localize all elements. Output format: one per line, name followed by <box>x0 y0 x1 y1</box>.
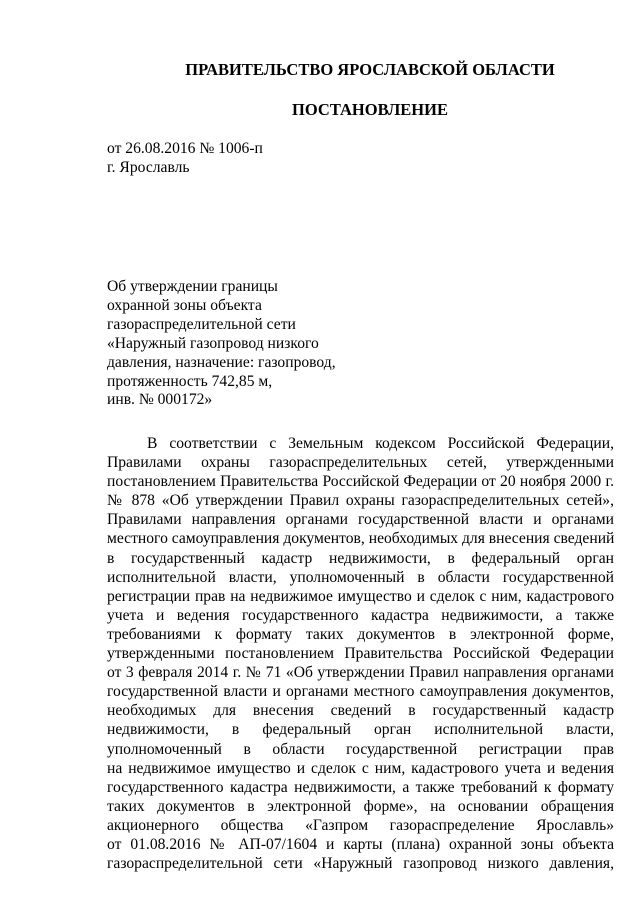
body-line: требованиями к формату таких документов в электронной форме, <box>107 625 614 643</box>
body-line: таких документов в электронной форме», на основании обращения <box>107 797 614 815</box>
city: г. Ярославль <box>107 159 190 176</box>
body-line: на недвижимое имущество и сделок с ним, кадастрового учета и ведения <box>107 759 614 777</box>
body-line: необходимых для внесения сведений в государственный кадастр <box>107 702 614 720</box>
subject-line: «Наружный газопровод низкого <box>107 334 319 352</box>
subject-line: газораспределительной сети <box>107 315 296 333</box>
body-line: уполномоченный в области государственной регистрации прав <box>107 740 614 758</box>
body-line: утвержденными постановлением Правительства Российской Федерации <box>107 645 614 663</box>
body-line: Правилами охраны газораспределительных сетей, утвержденными <box>107 454 614 472</box>
body-line: Правилами направления органами государственной власти и органами <box>107 511 614 529</box>
body-line: государственной власти и органами местного самоуправления документов, <box>107 683 614 701</box>
document-type: ПОСТАНОВЛЕНИЕ <box>292 100 448 119</box>
date-number: от 26.08.2016 № 1006-п <box>107 140 263 157</box>
subject-line: давления, назначение: газопровод, <box>107 353 336 371</box>
document-subject <box>107 278 336 410</box>
subject-line: инв. № 000172» <box>107 391 213 409</box>
body-line: исполнительной власти, уполномоченный в области государственной <box>107 568 614 586</box>
body-line: № 878 «Об утверждении Правил охраны газораспределительных сетей», <box>107 492 614 510</box>
body-paragraph <box>107 434 614 873</box>
body-line: В соответствии с Земельным кодексом Российской Федерации, <box>147 435 614 452</box>
body-line: газораспределительной сети «Наружный газопровод низкого давления, <box>107 855 614 873</box>
body-line: регистрации прав на недвижимое имущество и сделок с ним, кадастрового <box>107 587 614 605</box>
body-line: от 3 февраля 2014 г. № 71 «Об утверждении Правил направления органами <box>107 664 614 682</box>
subject-line: охранной зоны объекта <box>107 296 262 314</box>
body-line: учета и ведения государственного кадастра недвижимости, а также <box>107 606 614 624</box>
body-line: от 01.08.2016 № АП-07/1604 и карты (плана) охранной зоны объекта <box>107 835 614 853</box>
body-line: местного самоуправления документов, необходимых для внесения сведений <box>107 530 615 548</box>
subject-line: Об утверждении границы <box>107 278 278 295</box>
body-line: недвижимости, в федеральный орган исполнительной власти, <box>107 721 614 739</box>
document-meta <box>107 139 263 177</box>
body-line: в государственный кадастр недвижимости, в федеральный орган <box>107 549 614 567</box>
subject-line: протяженность 742,85 м, <box>107 372 273 390</box>
body-line: государственного кадастра недвижимости, а также требований к формату <box>107 778 614 796</box>
body-line: постановлением Правительства Российской Федерации от 20 ноября 2000 г. <box>107 473 614 491</box>
organization-title: ПРАВИТЕЛЬСТВО ЯРОСЛАВСКОЙ ОБЛАСТИ <box>185 60 555 79</box>
body-line: акционерного общества «Газпром газораспределение Ярославль» <box>107 816 614 834</box>
